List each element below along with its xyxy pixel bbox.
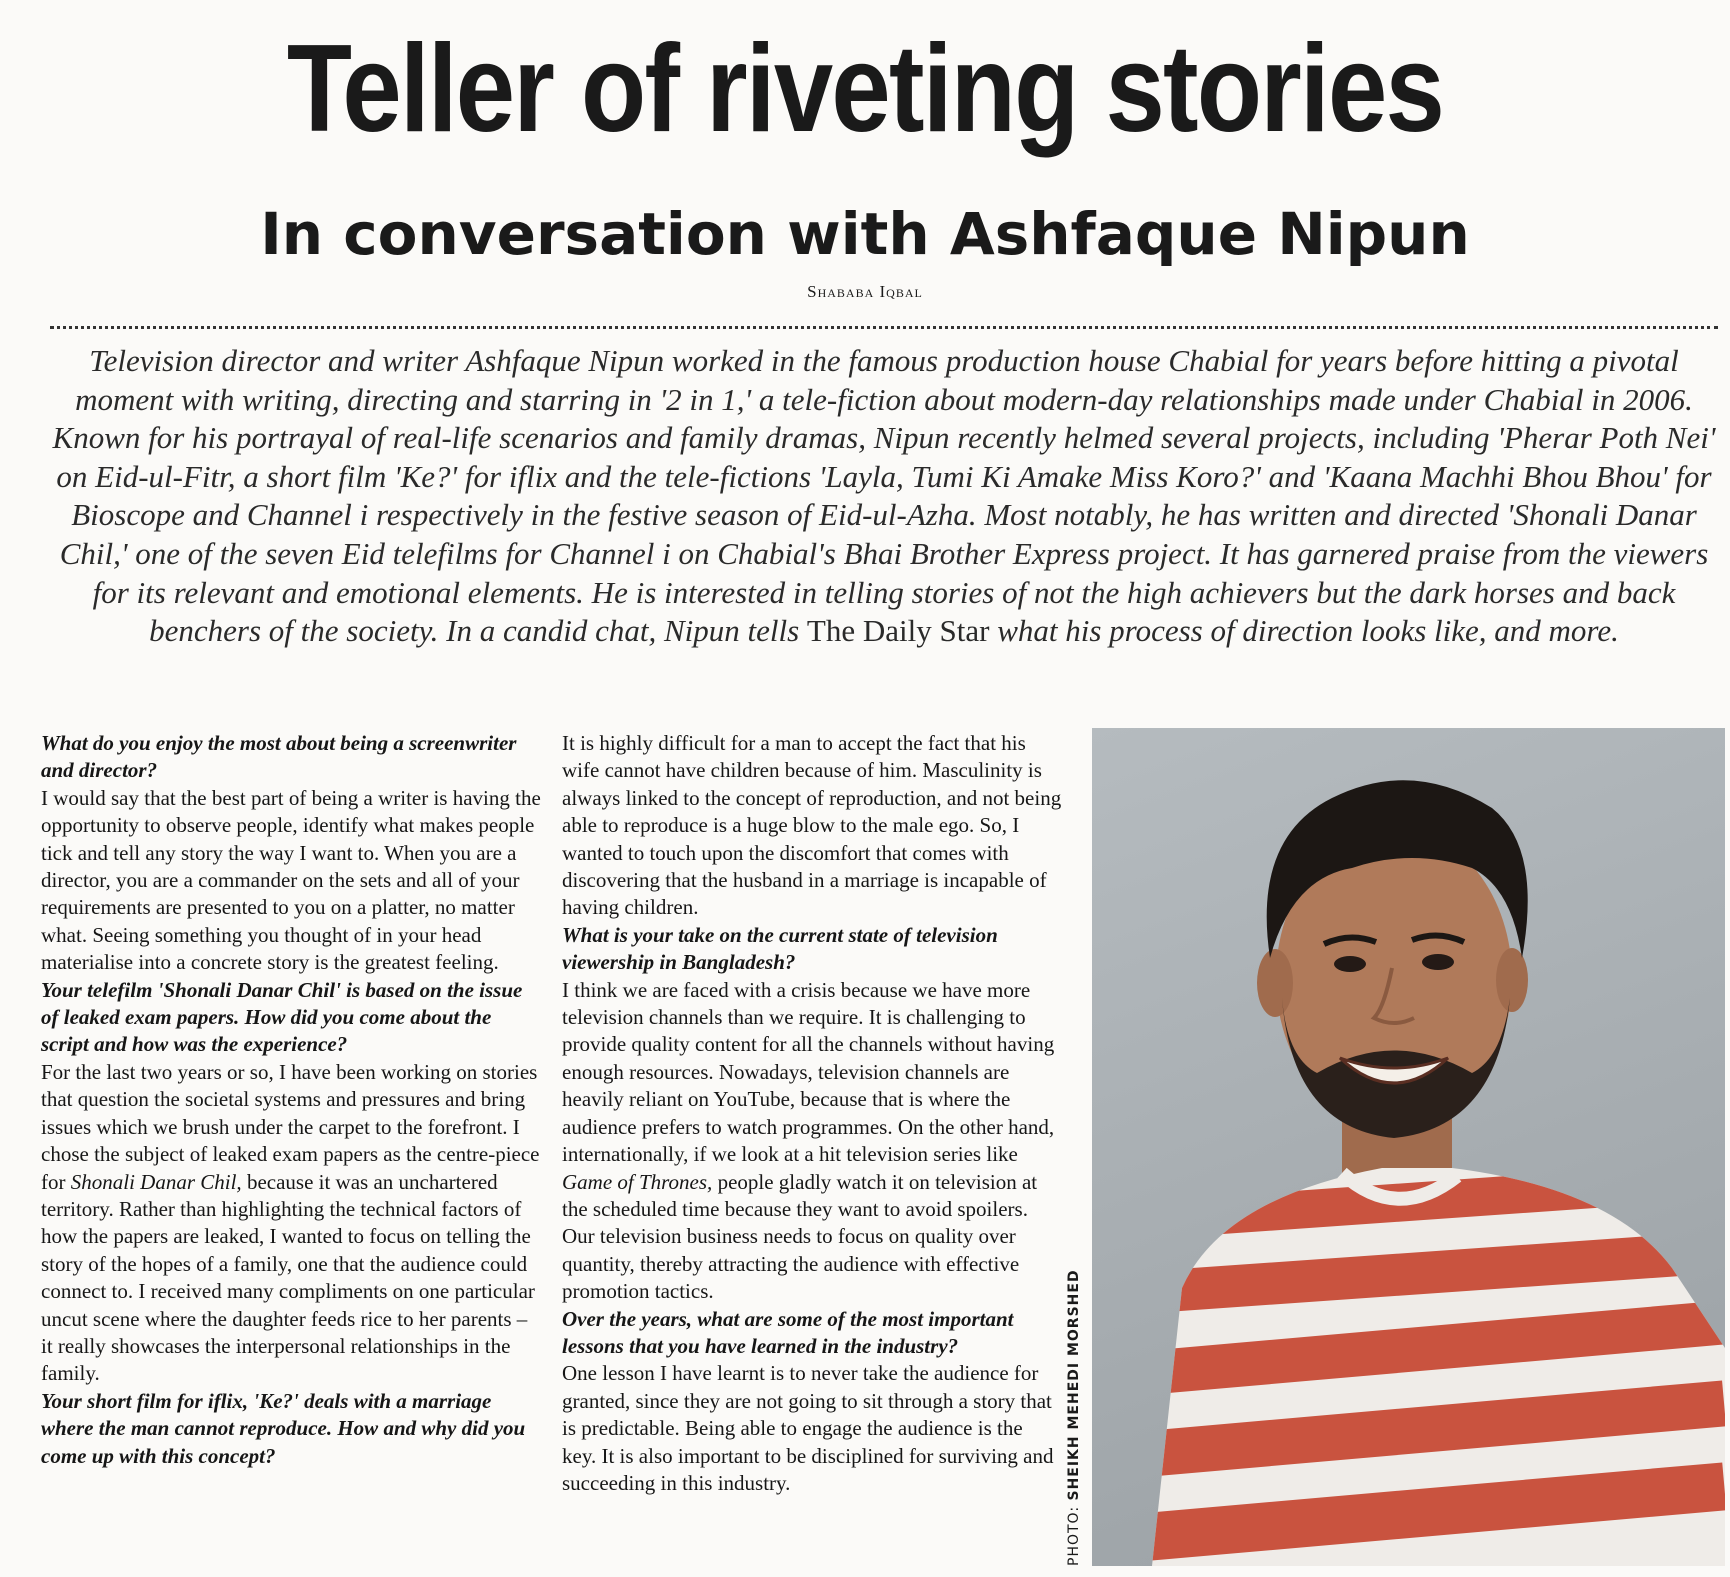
newspaper-name: The Daily Star	[806, 613, 990, 649]
intro-paragraph	[50, 342, 1718, 651]
article-column-1	[41, 730, 541, 1470]
answer-5: One lesson I have learnt is to never take the audience for granted, since they are not going to sit through a story that is predictable. Being able to engage the audience is the key. It is also important to be disciplined for surviving and succeeding in this industry.	[562, 1361, 1054, 1495]
answer-4	[562, 977, 1062, 1306]
subheadline: In conversation with Ashfaque Nipun	[260, 200, 1470, 268]
answer-2	[41, 1059, 541, 1388]
answer-2-text-end: because it was an unchartered territory. Rather than highlighting the technical factors of how the papers are leaked, I wanted to focus on telling the story of the hopes of a family, one that the audience could connect to. I received many compliments on one particular uncut scene where the daughter feeds rice to her parents – it really showcases the interpersonal relationships in the family.	[41, 1169, 535, 1386]
dotted-divider	[50, 326, 1718, 329]
photo-credit	[1062, 1260, 1086, 1566]
question-5: Over the years, what are some of the most important lessons that you have learned in the industry?	[562, 1306, 1014, 1358]
headline: Teller of riveting stories	[286, 20, 1444, 158]
answer-3: It is highly difficult for a man to accept the fact that his wife cannot have children because of him. Masculinity is always linked to the concept of reproduction, and not being able to reproduce is a huge blow to the male ego. So, I wanted to touch upon the discomfort that comes with discovering that the husband in a marriage is incapable of having children.	[562, 731, 1062, 920]
question-1: What do you enjoy the most about being a screenwriter and director?	[41, 731, 517, 783]
portrait-illustration	[1092, 728, 1725, 1566]
portrait-photo	[1092, 728, 1725, 1566]
intro-text: Television director and writer Ashfaque Nipun worked in the famous production house Chabial for years before hitting a pivotal moment with writing, directing and starring in '2 in 1,' a tele-fiction about modern-day relationships made under Chabial in 2006. Known for his portrayal of real-life scenarios and family dramas, Nipun recently helmed several projects, including 'Pherar Poth Nei' on Eid-ul-Fitr, a short film 'Ke?' for iflix and the tele-fictions 'Layla, Tumi Ki Amake Miss Koro?' and 'Kaana Machhi Bhou Bhou' for Bioscope and Channel i respectively in the festive season of Eid-ul-Azha. Most notably, he has written and directed 'Shonali Danar Chil,' one of the seven Eid telefilms for Channel i on Chabial's Bhai Brother Express project. It has garnered praise from the viewers for its relevant and emotional elements. He is interested in telling stories of not the high achievers but the dark horses and back benchers of the society. In a candid chat, Nipun tells	[52, 343, 1716, 649]
question-3: Your short film for iflix, 'Ke?' deals with a marriage where the man cannot reproduce. How and why did you come up with this concept?	[41, 1388, 526, 1468]
answer-2-text: For the last two years or so, I have been working on stories that question the societal systems and pressures and bring issues which we brush under the carpet to the forefront. I chose the subject of leaked exam papers as the centre-piece for	[41, 1059, 540, 1194]
question-2: Your telefilm 'Shonali Danar Chil' is based on the issue of leaked exam papers. How did you come about the script and how was the experience?	[41, 977, 523, 1057]
answer-4-text: I think we are faced with a crisis because we have more television channels than we require. It is challenging to provide quality content for all the channels without having enough resources. Nowadays, television channels are heavily reliant on YouTube, because that is where the audience prefers to watch programmes. On the other hand, internationally, if we look at a hit television series like	[562, 977, 1055, 1167]
article-column-2	[562, 730, 1062, 1497]
answer-4-series-title: Game of Thrones,	[562, 1169, 713, 1194]
photo-credit-prefix: PHOTO:	[1066, 1505, 1082, 1566]
answer-4-text-end: people gladly watch it on television at the scheduled time because they want to avoid spoilers. Our television business needs to focus on quality over quantity, thereby attracting the audience with effective promotion tactics.	[562, 1169, 1038, 1304]
intro-text-end: what his process of direction looks like, and more.	[997, 613, 1619, 649]
photo-credit-name: SHEIKH MEHEDI MORSHED	[1066, 1269, 1082, 1501]
answer-2-film-title: Shonali Danar Chil,	[70, 1169, 242, 1194]
answer-1: I would say that the best part of being a writer is having the opportunity to observe people, identify what makes people tick and tell any story the way I want to. When you are a director, you are a commander on the sets and all of your requirements are presented to you on a platter, no matter what. Seeing something you thought of in your head materialise into a concrete story is the greatest feeling.	[41, 785, 541, 975]
question-4: What is your take on the current state of television viewership in Bangladesh?	[562, 922, 998, 975]
byline: Shababa Iqbal	[807, 282, 923, 301]
